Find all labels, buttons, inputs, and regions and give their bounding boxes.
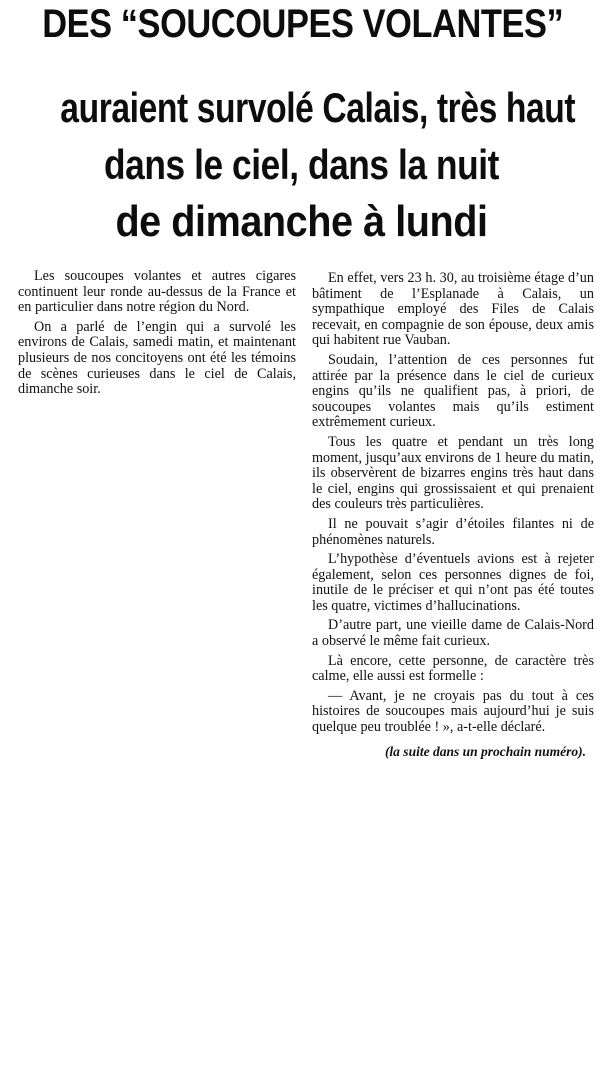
- article-paragraph: L’hypothèse d’éventuels avions est à rejeter également, selon ces personnes dignes de foi, inutile de le préciser et qui n’ont pas été toutes les quatre, victimes d’hallucinations.: [312, 551, 594, 614]
- article-paragraph: Là encore, cette personne, de caractère très calme, elle aussi est formelle :: [312, 652, 594, 685]
- article-paragraph: Soudain, l’attention de ces personnes fut attirée par la présence dans le ciel de curieux engins qu’ils ne qualifient pas, à priori, de soucoupes volantes mais qu’ils estiment extrêmement curieux.: [312, 351, 594, 431]
- article-paragraph: En effet, vers 23 h. 30, au troisième étage d’un bâtiment de l’Esplanade à Calais, un sympathique employé des Files de Calais recevait, en compagnie de son épouse, deux amis qui habitent rue Vauban.: [312, 270, 594, 349]
- headline-line-2: auraient survolé Calais, très haut: [60, 84, 576, 131]
- article-left-column: [18, 269, 296, 402]
- headline-line-3: dans le ciel, dans la nuit: [104, 141, 499, 188]
- article-paragraph: D’autre part, une vieille dame de Calais-Nord a observé le même fait curieux.: [312, 617, 594, 650]
- article-paragraph: Il ne pouvait s’agir d’étoiles filantes ni de phénomènes naturels.: [312, 515, 594, 548]
- article-quote: — Avant, je ne croyais pas du tout à ces histoires de soucoupes mais aujourd’hui je suis quelque peu troublée ! », a-t-elle déclaré.: [312, 687, 594, 736]
- article-right-column: [312, 271, 594, 760]
- headline-line-1: DES “SOUCOUPES VOLANTES”: [42, 2, 564, 46]
- article-paragraph: Les soucoupes volantes et autres cigares continuent leur ronde au-dessus de la France et en particulier dans notre région du Nord.: [18, 268, 296, 316]
- article-paragraph: Tous les quatre et pendant un très long moment, jusqu’aux environs de 1 heure du matin, ils observèrent de bizarres engins très haut dans le ciel, engins qui grossissaient et qui prenaient des couleurs très particulières.: [312, 433, 594, 513]
- continuation-note: (la suite dans un prochain numéro).: [384, 743, 586, 759]
- headline-line-4: de dimanche à lundi: [115, 197, 488, 246]
- article-paragraph: On a parlé de l’engin qui a survolé les environs de Calais, samedi matin, et maintenant plusieurs de nos concitoyens ont été les témoins de scènes curieuses dans le ciel de Calais, dimanche soir.: [18, 318, 296, 398]
